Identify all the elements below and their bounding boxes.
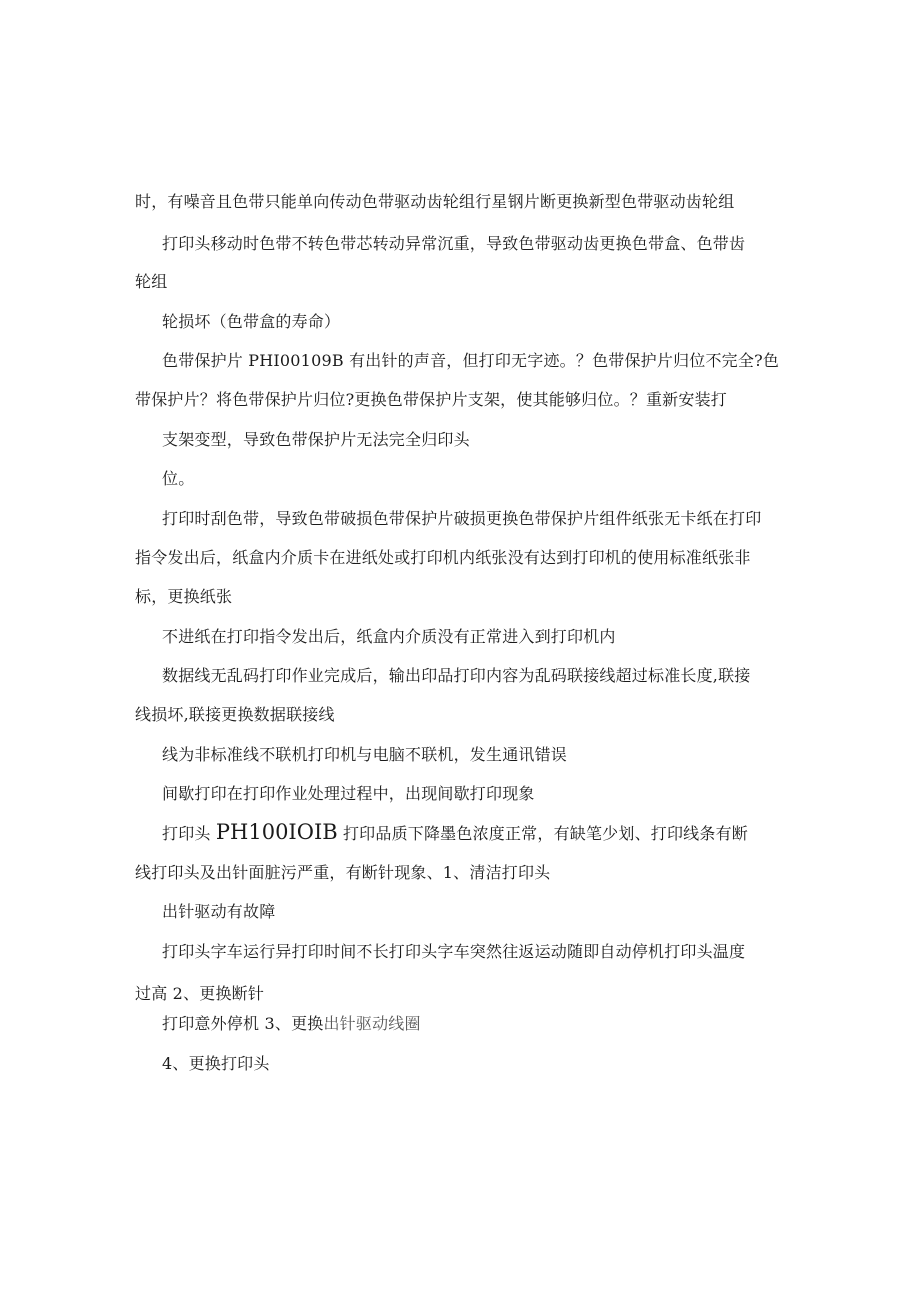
- text-line-23: 4、更换打印头: [162, 1054, 270, 1073]
- text-line-13: 数据线无乱码打印作业完成后，输出印品打印内容为乱码联接线超过标准长度,联接: [162, 666, 751, 685]
- text-fragment: 打印意外停机 3、更换: [162, 1014, 324, 1033]
- text-line-19: 出针驱动有故障: [162, 902, 276, 921]
- text-line-20: 打印头字车运行异打印时间不长打印头字车突然往返运动随即自动停机打印头温度: [162, 942, 746, 961]
- text-line-3: 轮组: [135, 272, 168, 291]
- text-line-1: 时，有噪音且色带只能单向传动色带驱动齿轮组行星钢片断更换新型色带驱动齿轮组: [135, 192, 735, 211]
- text-line-5: 色带保护片 PHI00109B 有出针的声音，但打印无字迹。？色带保护片归位不完全?色: [162, 351, 780, 370]
- model-code: PH100IOIB: [215, 820, 338, 844]
- text-line-2: 打印头移动时色带不转色带芯转动异常沉重，导致色带驱动齿更换色带盒、色带齿: [162, 234, 746, 253]
- text-line-21: 过高 2、更换断针: [135, 984, 265, 1003]
- text-line-11: 标，更换纸张: [135, 587, 233, 606]
- text-line-9: 打印时刮色带，导致色带破损色带保护片破损更换色带保护片组件纸张无卡纸在打印: [162, 509, 762, 528]
- text-line-12: 不进纸在打印指令发出后，纸盒内介质没有正常进入到打印机内: [162, 627, 616, 646]
- text-line-18: 线打印头及出针面脏污严重，有断针现象、1、清洁打印头: [135, 863, 551, 882]
- text-line-6: 带保护片？将色带保护片归位?更换色带保护片支架，使其能够归位。？重新安装打: [135, 390, 727, 409]
- text-line-17: [162, 822, 748, 844]
- text-line-4: 轮损坏（色带盒的寿命）: [162, 312, 341, 331]
- text-line-16: 间歇打印在打印作业处理过程中，出现间歇打印现象: [162, 784, 535, 803]
- text-line-14: 线损坏,联接更换数据联接线: [135, 705, 335, 724]
- text-line-15: 线为非标准线不联机打印机与电脑不联机，发生通讯错误: [162, 745, 568, 764]
- text-line-8: 位。: [162, 469, 195, 488]
- text-fragment: 打印头: [162, 824, 211, 843]
- text-line-10: 指令发出后，纸盒内介质卡在进纸处或打印机内纸张没有达到打印机的使用标准纸张非: [135, 548, 751, 567]
- text-fragment-gray: 出针驱动线圈: [323, 1014, 421, 1033]
- text-fragment: 打印品质下降墨色浓度正常，有缺笔少划、打印线条有断: [342, 824, 748, 843]
- text-line-7: 支架变型，导致色带保护片无法完全归印头: [162, 430, 470, 449]
- text-line-22: [162, 1014, 421, 1034]
